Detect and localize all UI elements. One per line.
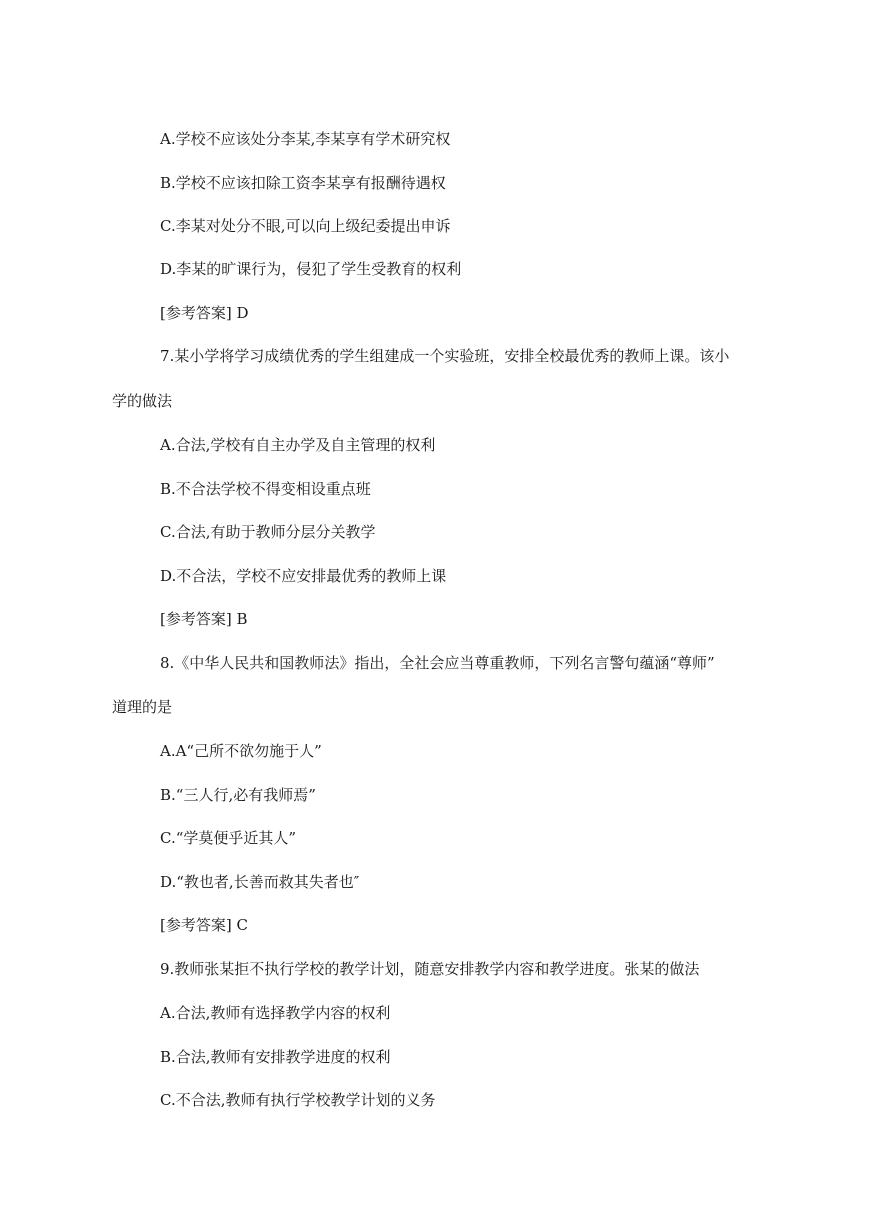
q8-stem-line1: 8.《中华人民共和国教师法》指出，全社会应当尊重教师，下列名言警句蕴涵“尊师”: [160, 654, 715, 672]
q6-option-c: C.李某对处分不眼,可以向上级纪委提出申诉: [160, 217, 451, 235]
q7-stem-line2: 学的做法: [112, 392, 173, 410]
q8-option-d: D.“教也者,长善而救其失者也″: [160, 873, 360, 891]
q7-option-b: B.不合法学校不得变相设重点班: [160, 480, 371, 498]
q6-answer: [参考答案] D: [160, 304, 249, 322]
q7-option-d: D.不合法，学校不应安排最优秀的教师上课: [160, 567, 447, 585]
q6-option-b: B.学校不应该扣除工资李某享有报酬待遇权: [160, 174, 446, 192]
q7-option-c: C.合法,有助于教师分层分关教学: [160, 523, 376, 541]
q9-option-b: B.合法,教师有安排教学进度的权利: [160, 1048, 391, 1066]
q9-option-c: C.不合法,教师有执行学校教学计划的义务: [160, 1091, 436, 1109]
q6-option-d: D.李某的旷课行为，侵犯了学生受教育的权利: [160, 260, 462, 278]
q8-answer: [参考答案] C: [160, 916, 248, 934]
q8-option-c: C.“学莫便乎近其人”: [160, 829, 297, 847]
q7-option-a: A.合法,学校有自主办学及自主管理的权利: [160, 436, 436, 454]
q7-answer: [参考答案] B: [160, 610, 248, 628]
q8-stem-line2: 道理的是: [112, 698, 173, 716]
q6-option-a: A.学校不应该处分李某,李某享有学术研究权: [160, 130, 451, 148]
q9-stem-line1: 9.教师张某拒不执行学校的教学计划，随意安排教学内容和教学进度。张某的做法: [160, 960, 700, 978]
q9-option-a: A.合法,教师有选择教学内容的权利: [160, 1004, 391, 1022]
q7-stem-line1: 7.某小学将学习成绩优秀的学生组建成一个实验班，安排全校最优秀的教师上课。该小: [160, 347, 730, 365]
q8-option-b: B.“三人行,必有我师焉”: [160, 786, 316, 804]
q8-option-a: A.A“己所不欲勿施于人”: [160, 742, 322, 760]
